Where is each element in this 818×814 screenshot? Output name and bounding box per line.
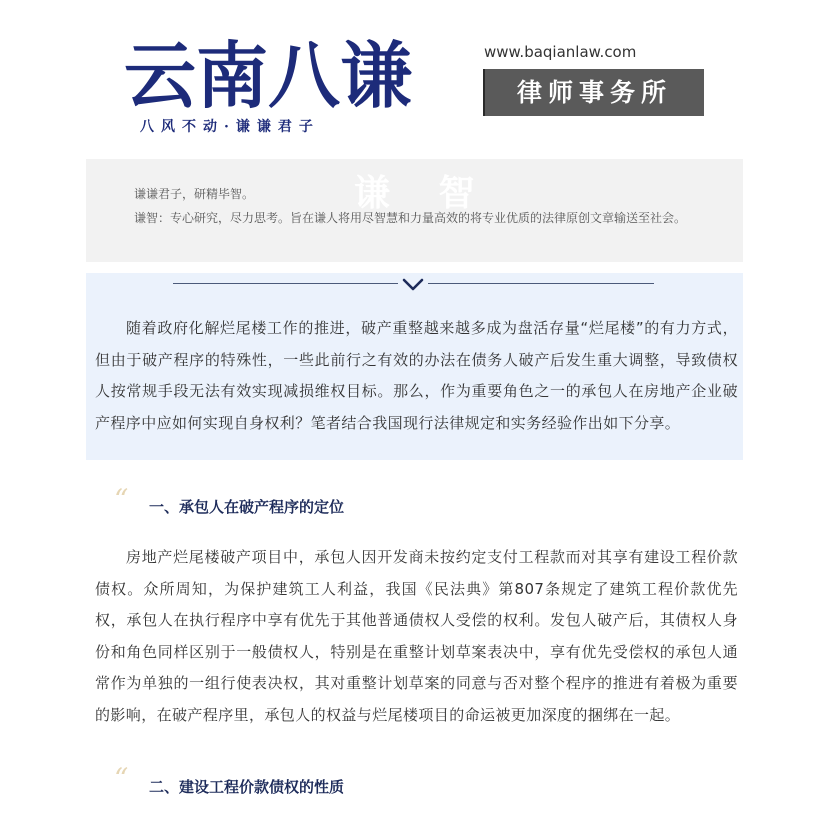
intro-line-2: 谦智：专心研究，尽力思考。旨在谦人将用尽智慧和力量高效的将专业优质的法律原创文章输送至社会。 xyxy=(134,211,687,225)
brand-slogan: 八风不动·谦谦君子 xyxy=(140,119,320,135)
firm-label: 律师事务所 xyxy=(483,69,704,116)
section-heading-2: 二、建设工程价款债权的性质 xyxy=(149,778,345,796)
chevron-down-icon xyxy=(401,277,425,293)
divider-right xyxy=(428,283,654,284)
divider-left xyxy=(173,283,398,284)
intro-box xyxy=(86,159,743,262)
summary-text: 随着政府化解烂尾楼工作的推进，破产重整越来越多成为盘活存量“烂尾楼”的有力方式，但由于破产程序的特殊性，一些此前行之有效的办法在债务人破产后发生重大调整，导致债权人按常规手段无法有效实现减损维权目标。那么，作为重要角色之一的承包人在房地产企业破产程序中应如何实现自身权利？笔者结合我国现行法律规定和实务经验作出如下分享。 xyxy=(95,319,738,432)
intro-watermark: 谦 智 xyxy=(354,173,493,214)
intro-line-1: 谦谦君子，研精毕智。 xyxy=(134,187,255,201)
brand-title: 云南八谦 xyxy=(124,33,413,118)
quote-icon: “ xyxy=(114,762,129,795)
quote-icon: “ xyxy=(114,483,129,516)
section-heading-1: 一、承包人在破产程序的定位 xyxy=(149,498,345,516)
brand-url[interactable]: www.baqianlaw.com xyxy=(484,43,637,61)
section-body-1: 房地产烂尾楼破产项目中，承包人因开发商未按约定支付工程款而对其享有建设工程价款债权。众所周知，为保护建筑工人利益，我国《民法典》第807条规定了建筑工程价款优先权，承包人在执行程序中享有优先于其他普通债权人受偿的权利。发包人破产后，其债权人身份和角色同样区别于一般债权人，特别是在重整计划草案表决中，享有优先受偿权的承包人通常作为单独的一组行使表决权，其对重整计划草案的同意与否对整个程序的推进有着极为重要的影响，在破产程序里，承包人的权益与烂尾楼项目的命运被更加深度的捆绑在一起。 xyxy=(95,548,738,724)
